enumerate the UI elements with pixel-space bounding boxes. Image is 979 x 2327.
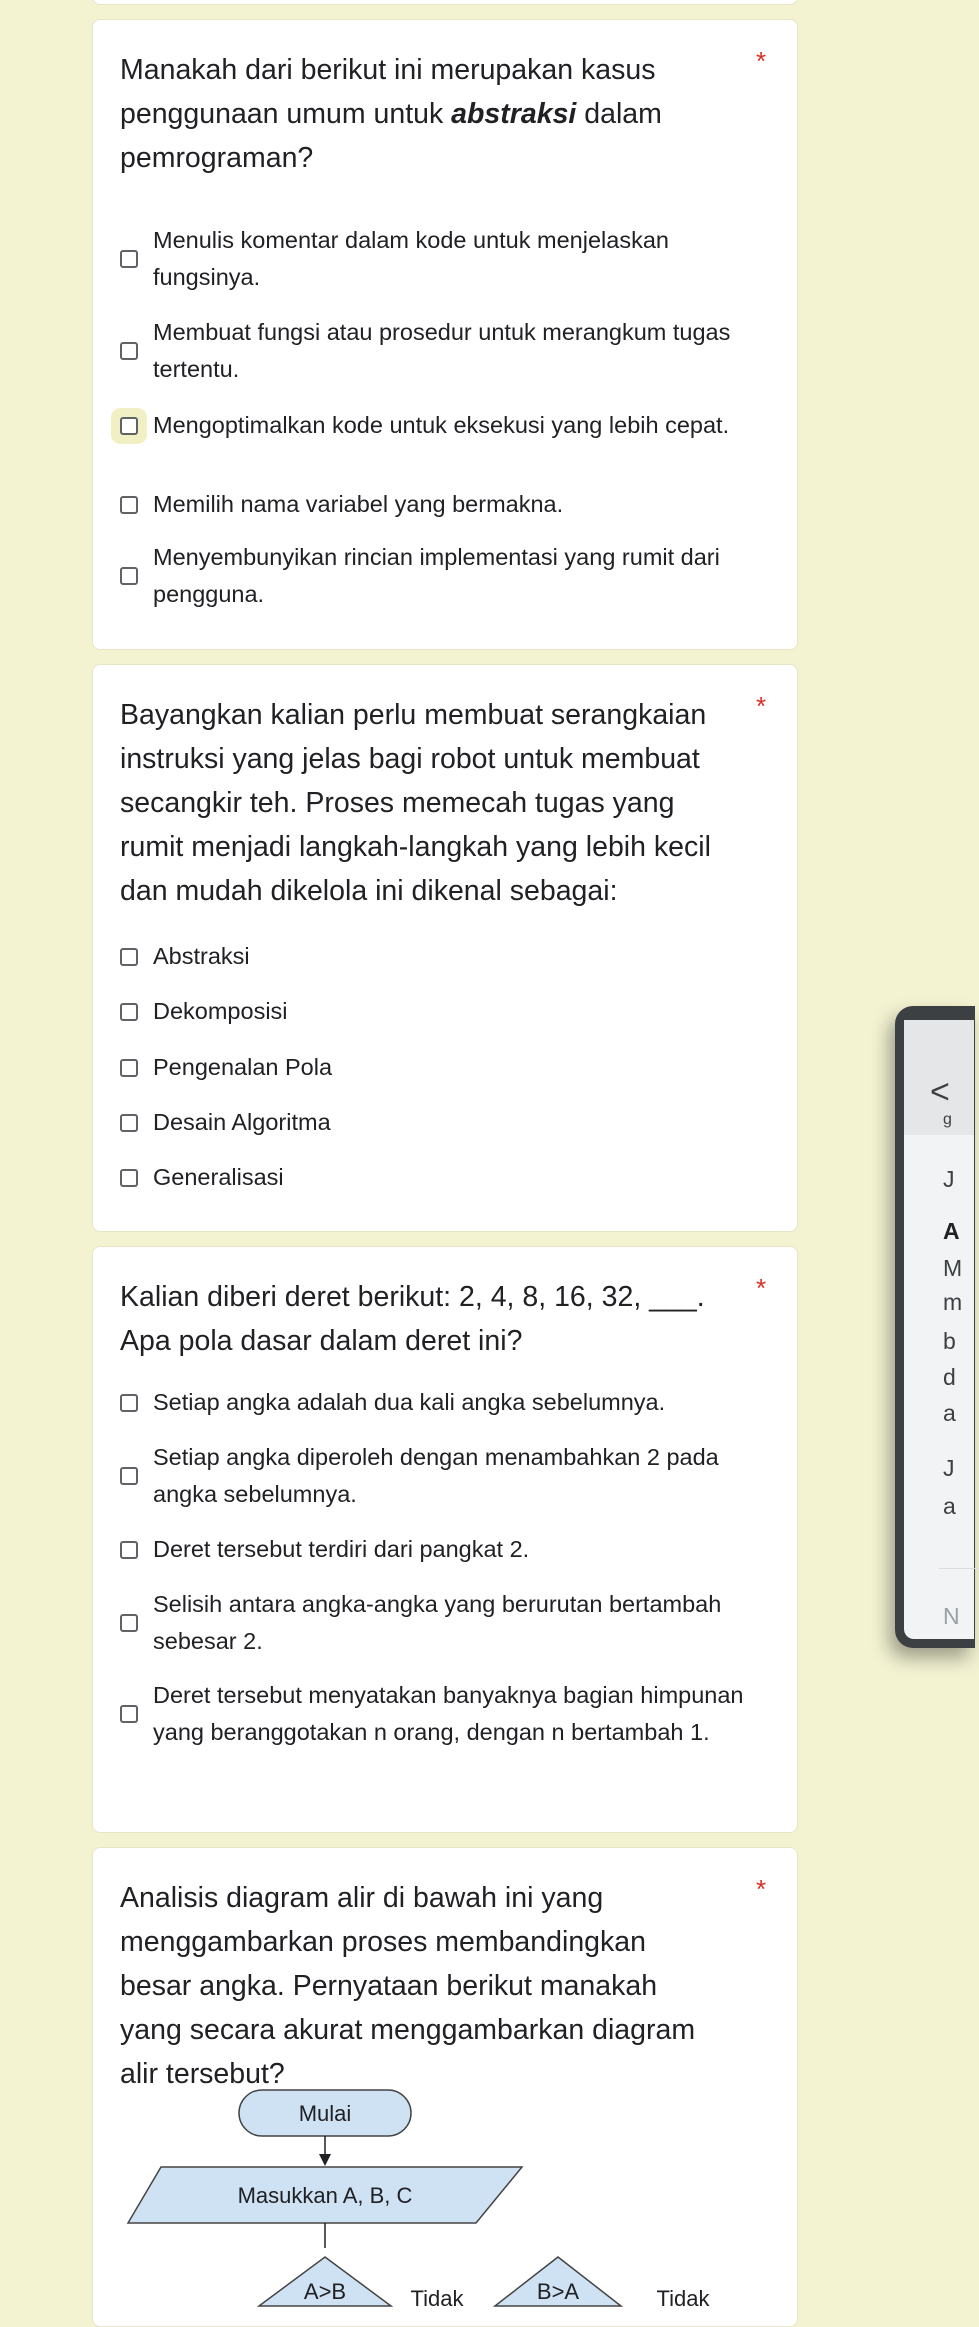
required-asterisk: *	[756, 691, 767, 721]
checkbox[interactable]	[120, 1541, 138, 1559]
checkbox[interactable]	[120, 496, 138, 514]
side-panel-text: b	[943, 1328, 956, 1354]
question-card-3	[92, 1246, 798, 1833]
option-label: Setiap angka adalah dua kali angka sebelumnya.	[153, 1389, 666, 1415]
option-label: Setiap angka diperoleh dengan menambahkan 2 pada angka sebelumnya.	[153, 1444, 719, 1507]
checkbox[interactable]	[120, 417, 138, 435]
checkbox[interactable]	[120, 342, 138, 360]
option-1-5[interactable]	[120, 539, 760, 613]
option-label: Menyembunyikan rincian implementasi yang rumit dari pengguna.	[153, 544, 720, 607]
question-card-2	[92, 664, 798, 1232]
option-3-4[interactable]	[120, 1586, 760, 1660]
checkbox[interactable]	[120, 250, 138, 268]
option-2-1[interactable]	[120, 938, 760, 975]
question-title-1: Manakah dari berikut ini merupakan kasus penggunaan umum untuk abstraksi dalam pemrograman?	[120, 54, 662, 174]
flowchart-decision-2-label: B>A	[536, 2279, 580, 2304]
divider	[939, 1568, 979, 1569]
option-3-1[interactable]	[120, 1384, 760, 1421]
checkbox[interactable]	[120, 1003, 138, 1021]
option-label: Deret tersebut menyatakan banyaknya bagian himpunan yang beranggotakan n orang, dengan n bertambah 1.	[153, 1682, 744, 1745]
option-label: Membuat fungsi atau prosedur untuk merangkum tugas tertentu.	[153, 319, 731, 382]
question-title-4: Analisis diagram alir di bawah ini yang menggambarkan proses membandingkan besar angka. Pernyataan berikut manakah yang secara akurat menggambarkan diagram alir tersebut?	[120, 1882, 696, 2090]
side-panel-text: g	[943, 1111, 952, 1128]
checkbox[interactable]	[120, 1614, 138, 1632]
option-label: Generalisasi	[153, 1164, 284, 1190]
flowchart	[93, 2076, 799, 2311]
required-asterisk: *	[756, 1874, 767, 1904]
question-title-2: Bayangkan kalian perlu membuat serangkaian instruksi yang jelas bagi robot untuk membuat secangkir teh. Proses memecah tugas yang rumit menjadi langkah-langkah yang lebih kecil dan mudah dikelola ini dikenal sebagai:	[120, 699, 711, 907]
flowchart-no-label-2: Tidak	[656, 2286, 710, 2311]
side-panel-text: A	[943, 1218, 960, 1244]
option-2-5[interactable]	[120, 1159, 760, 1196]
side-panel-text: M	[943, 1255, 963, 1281]
option-2-2[interactable]	[120, 993, 760, 1030]
side-panel-text: J	[943, 1166, 955, 1192]
checkbox[interactable]	[120, 567, 138, 585]
checkbox[interactable]	[120, 1169, 138, 1187]
option-2-3[interactable]	[120, 1049, 760, 1086]
checkbox[interactable]	[120, 1705, 138, 1723]
option-1-2[interactable]	[120, 314, 760, 388]
side-panel-text: a	[943, 1493, 956, 1519]
flowchart-start-label: Mulai	[298, 2101, 352, 2126]
checkbox[interactable]	[120, 1467, 138, 1485]
checkbox[interactable]	[120, 1394, 138, 1412]
option-label: Pengenalan Pola	[153, 1054, 333, 1080]
side-panel-text: a	[943, 1400, 956, 1426]
option-label: Abstraksi	[153, 943, 250, 969]
option-3-3[interactable]	[120, 1531, 760, 1568]
chevron-left-icon[interactable]: <	[930, 1073, 950, 1111]
option-3-2[interactable]	[120, 1439, 760, 1513]
checkbox[interactable]	[120, 1114, 138, 1132]
option-2-4[interactable]	[120, 1104, 760, 1141]
side-panel-text: N	[943, 1603, 960, 1629]
option-label: Menulis komentar dalam kode untuk menjelaskan fungsinya.	[153, 227, 669, 290]
question-card-4	[92, 1847, 798, 2327]
flowchart-decision-1-label: A>B	[303, 2279, 347, 2304]
question-card-1	[92, 19, 798, 650]
side-panel-text: m	[943, 1289, 963, 1315]
option-1-1[interactable]	[120, 222, 760, 296]
option-label: Deret tersebut terdiri dari pangkat 2.	[153, 1536, 530, 1562]
option-1-4[interactable]	[120, 486, 760, 523]
flowchart-no-label-1: Tidak	[410, 2286, 464, 2311]
option-label: Memilih nama variabel yang bermakna.	[153, 491, 564, 517]
option-label: Desain Algoritma	[153, 1109, 331, 1135]
option-label: Dekomposisi	[153, 998, 288, 1024]
side-panel[interactable]	[904, 1020, 974, 1639]
checkbox[interactable]	[120, 948, 138, 966]
flowchart-input-label: Masukkan A, B, C	[237, 2183, 413, 2208]
required-asterisk: *	[756, 46, 767, 76]
required-asterisk: *	[756, 1273, 767, 1303]
side-panel-text: d	[943, 1364, 956, 1390]
option-1-3[interactable]	[120, 407, 760, 444]
option-label: Mengoptimalkan kode untuk eksekusi yang lebih cepat.	[153, 412, 730, 438]
question-title-3: Kalian diberi deret berikut: 2, 4, 8, 16, 32, ___. Apa pola dasar dalam deret ini?	[120, 1281, 705, 1357]
checkbox[interactable]	[120, 1059, 138, 1077]
option-3-5[interactable]	[120, 1677, 760, 1751]
option-label: Selisih antara angka-angka yang berurutan bertambah sebesar 2.	[153, 1591, 722, 1654]
previous-card-edge	[92, 0, 798, 5]
side-panel-text: J	[943, 1455, 955, 1481]
